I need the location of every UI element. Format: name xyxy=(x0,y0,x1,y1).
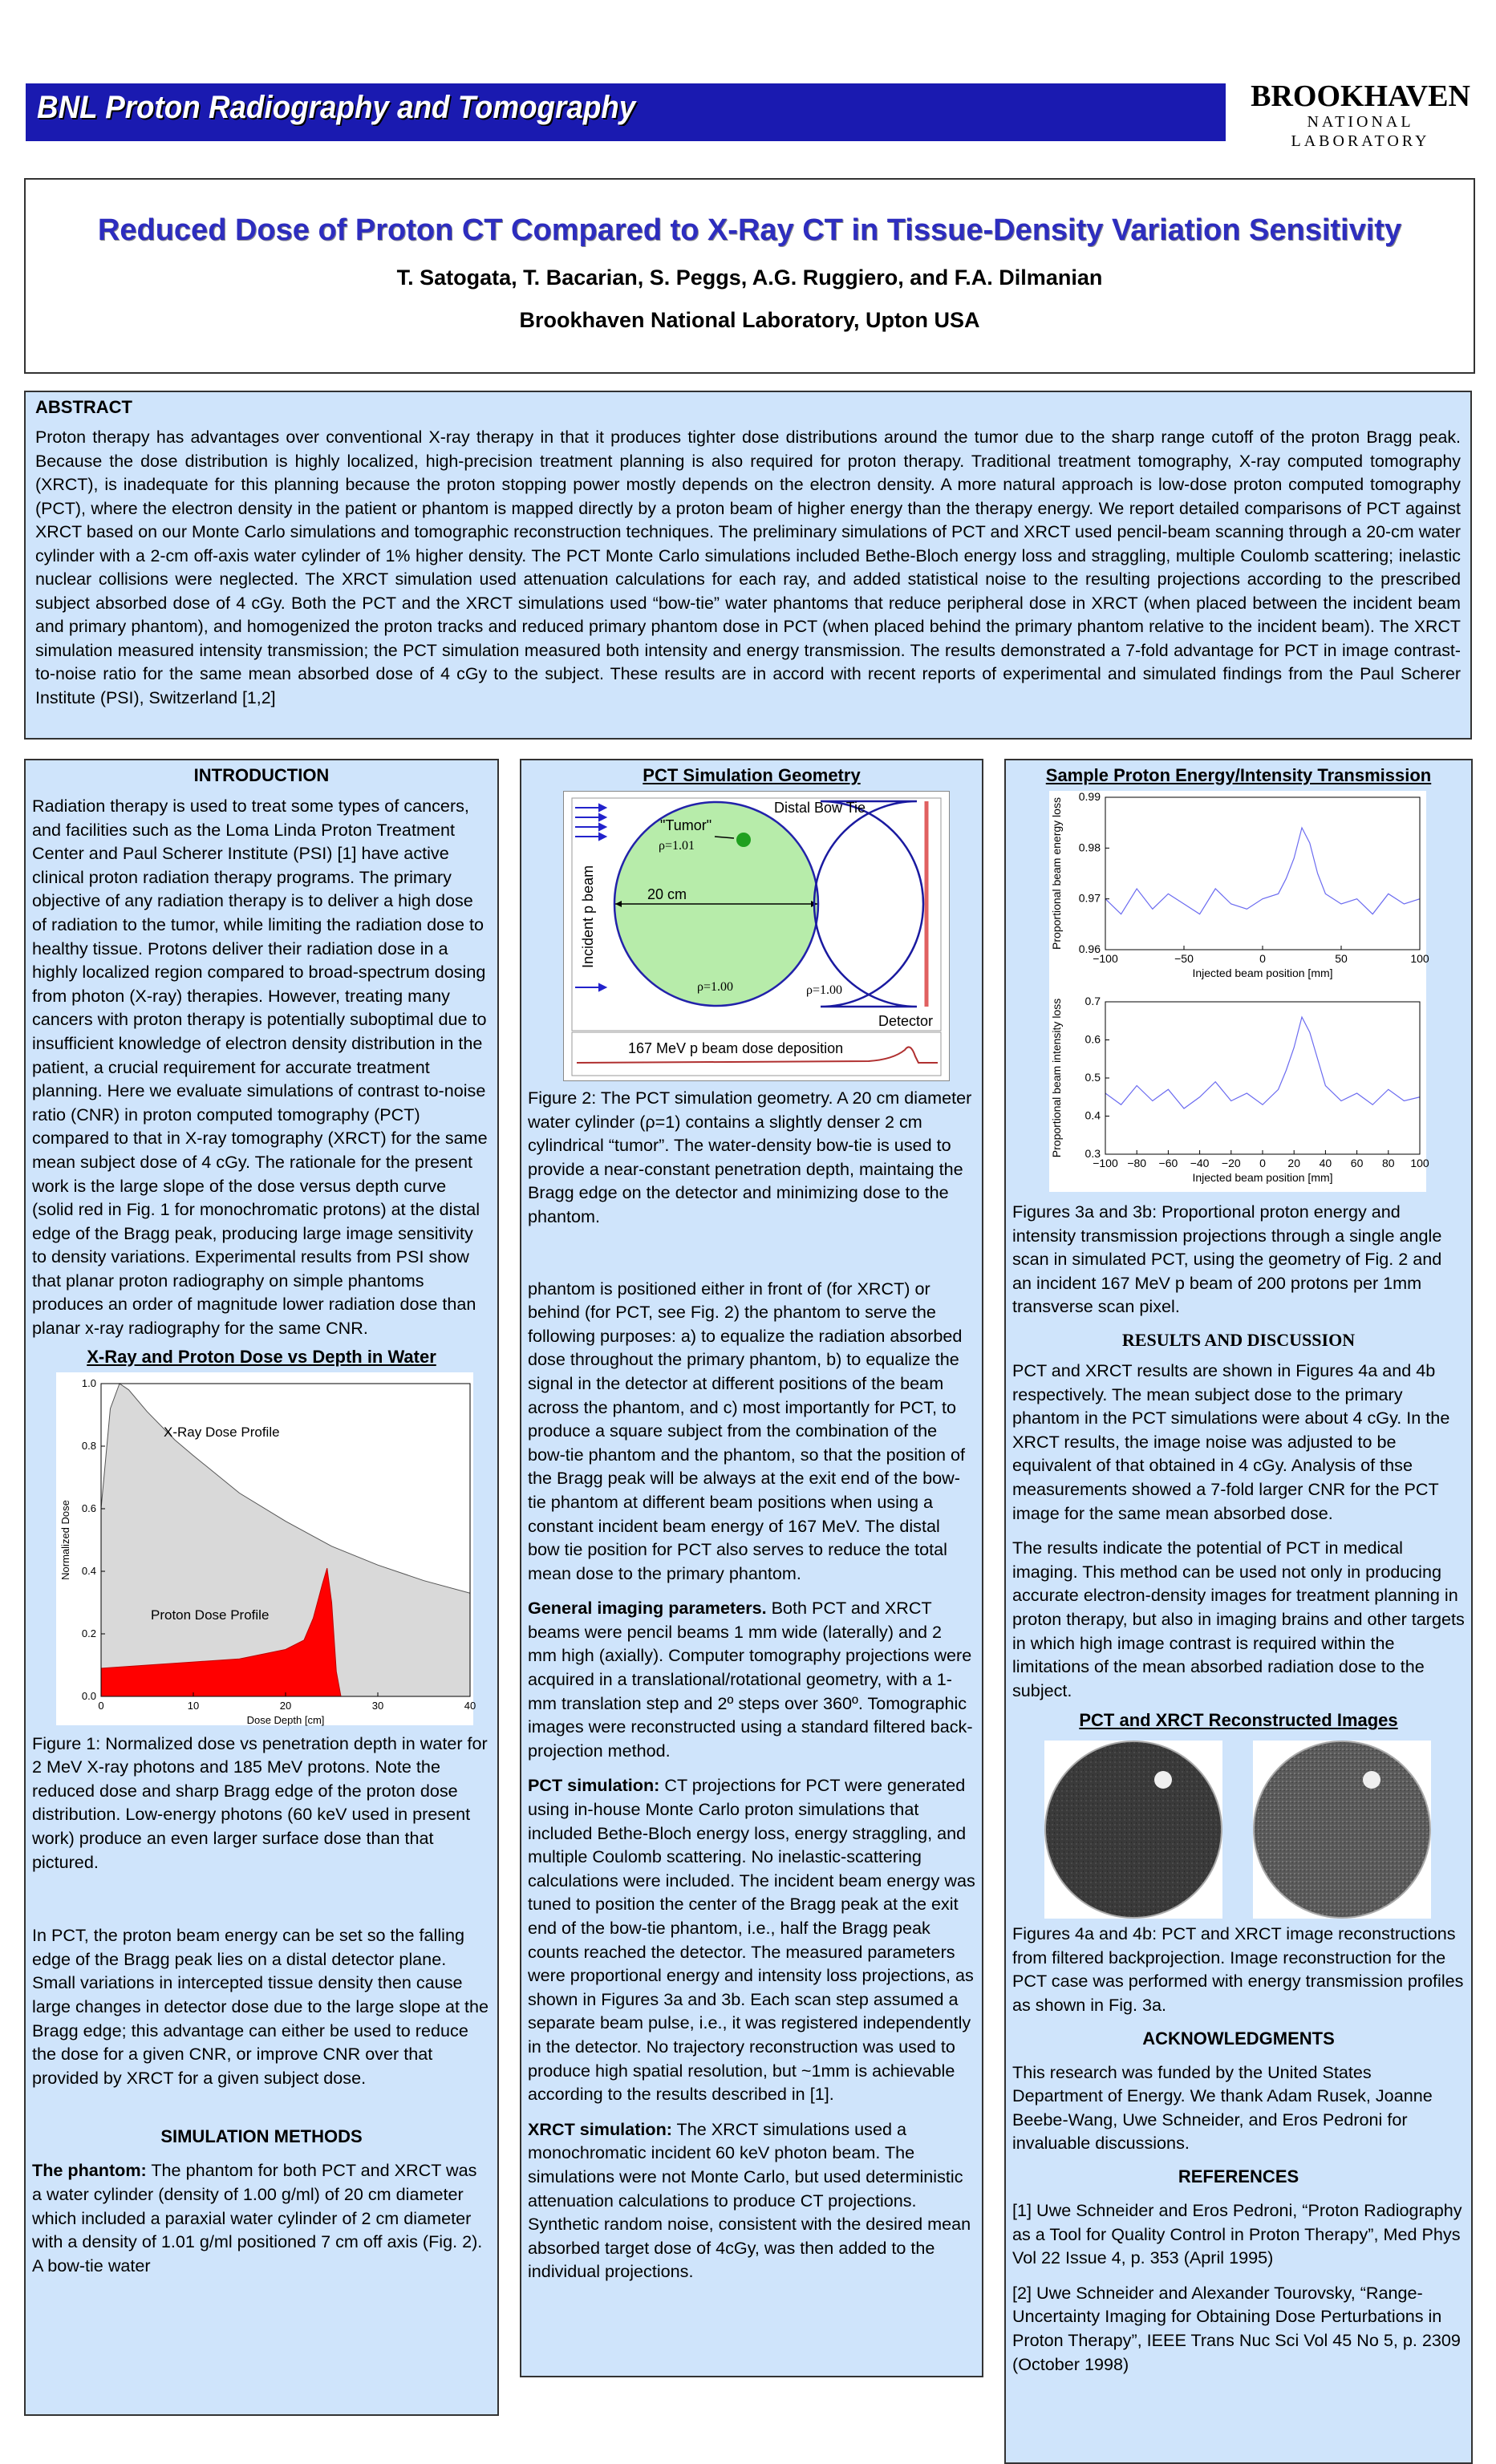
xrct-sim-lead: XRCT simulation: xyxy=(528,2118,672,2139)
x-tick-label: 100 xyxy=(1410,952,1429,965)
results-text-1: PCT and XRCT results are shown in Figures 4a and 4b respectively. The mean subject dose to the primary phantom in the PCT simulations were about 4 cGy. In the XRCT results, the image noise was adjusted to be equivalent of that obtained in 4 cGy. Analysis of thse measurements showed a 7-fold larger CNR for the PCT image for the same mean absorbed dose. xyxy=(1012,1360,1450,1523)
reconstructed-images xyxy=(1012,1736,1470,1920)
plot-frame xyxy=(1105,1002,1420,1154)
x-tick-label: −80 xyxy=(1127,1157,1147,1169)
x-tick-label: 100 xyxy=(1410,1157,1429,1169)
x-axis-label: Dose Depth [cm] xyxy=(246,1713,325,1726)
x-tick-label: 0 xyxy=(1259,952,1266,965)
y-tick-label: 0.98 xyxy=(1078,841,1101,854)
x-tick-label: 0 xyxy=(1259,1157,1266,1169)
y-tick-label: 0.97 xyxy=(1078,891,1101,905)
y-tick-label: 0.96 xyxy=(1078,942,1101,955)
bowtie-density: ρ=1.00 xyxy=(806,983,843,997)
y-tick-label: 0.4 xyxy=(1084,1108,1101,1122)
y-tick-label: 0.6 xyxy=(81,1502,96,1514)
recon-heading: PCT and XRCT Reconstructed Images xyxy=(1079,1710,1398,1731)
plot-frame xyxy=(1105,797,1420,950)
geometry-heading: PCT Simulation Geometry xyxy=(643,765,861,785)
y-tick-label: 0.2 xyxy=(81,1627,96,1639)
column-2 xyxy=(520,759,983,2377)
column-3 xyxy=(1004,759,1473,2464)
general-paragraph xyxy=(528,1596,975,1762)
intro-text: Radiation therapy is used to treat some types of cancers, and facilities such as the Loma Linda Proton Treatment Center and Paul Scherer Institute (PSI) [1] have active clinical proton radiation therapy programs. The primary objective of any radiation therapy is to deliver a high dose of radiation to the tumor, while limiting the radiation dose to healthy tissue. Protons deliver their radiation dose in a highly localized region compared to broad-spectrum dosing from photon (X-ray) therapies. However, treating many cancers with proton therapy is potentially suboptimal due to insufficient knowledge of electron density distribution in the patient, a crucial requirement for accurate treatment planning. Here we evaluate simulations of contrast to-noise ratio (CNR) in proton computed tomography (PCT) compared to that in X-ray tomography (XRCT) for the same mean subject dose of 4 cGy. The rationale for the present work is the large slope of the dose versus depth curve (solid red in Fig. 1 for monochromatic protons) at the distal edge of the Bragg peak, producing large image sensitivity to density variations. Experimental results from PSI show that planar proton radiography on simple phantoms produces an order of magnitude lower radiation dose than planar x-ray radiography for the same CNR. xyxy=(32,796,488,1339)
banner-title: BNL Proton Radiography and Tomography xyxy=(37,90,636,125)
methods-heading: SIMULATION METHODS xyxy=(160,2126,363,2147)
fig2-caption: Figure 2: The PCT simulation geometry. A 20 cm diameter water cylinder (ρ=1) contains a slightly denser 2 cm cylindrical “tumor”. The water-density bow-tie is used to provide a near-constant penetration depth, maintaing the Bragg edge on the detector and minimizing dose to the phantom. xyxy=(528,1088,972,1226)
fig3-caption: Figures 3a and 3b: Proportional proton energy and intensity transmission projections through a single angle scan in simulated PCT, using the geometry of Fig. 2 and an incident 167 MeV p beam of 200 protons per 1mm transverse scan pixel. xyxy=(1012,1202,1442,1317)
y-tick-label: 0.6 xyxy=(1084,1032,1101,1046)
x-tick-label: 40 xyxy=(464,1699,476,1712)
ack-text: This research was funded by the United States Department of Energy. We thank Adam Rusek, Joanne Beebe-Wang, Uwe Schneider, and Eros Pedroni for invaluable discussions. xyxy=(1012,2061,1433,2154)
reference-2: [2] Uwe Schneider and Alexander Tourovsky, “Range-Uncertainty Imaging for Obtaining Dose Perturbations in Proton Therapy”, IEEE Trans Nuc Sci Vol 45 No 5, p. 2309 (October 1998) xyxy=(1012,2282,1461,2374)
y-tick-label: 0.3 xyxy=(1084,1147,1101,1160)
y-tick-label: 0.4 xyxy=(81,1564,96,1577)
y-tick-label: 0.8 xyxy=(81,1439,96,1452)
abstract-heading: ABSTRACT xyxy=(35,397,132,417)
series-label: X-Ray Dose Profile xyxy=(164,1424,280,1440)
pct-geometry-diagram xyxy=(564,792,949,1080)
beam-label: Incident p beam xyxy=(580,865,596,968)
pct-sim-paragraph xyxy=(528,1773,975,2105)
x-axis-label: Injected beam position [mm] xyxy=(1192,1171,1333,1184)
x-tick-label: 20 xyxy=(279,1699,292,1712)
x-tick-label: 40 xyxy=(1319,1157,1332,1169)
x-tick-label: −50 xyxy=(1174,952,1194,965)
reference-1: [1] Uwe Schneider and Eros Pedroni, “Proton Radiography as a Tool for Quality Control in Proton Therapy”, Med Phys Vol 22 Issue 4, p. 353 (April 1995) xyxy=(1012,2200,1462,2268)
y-tick-label: 0.0 xyxy=(81,1689,96,1702)
x-tick-label: 60 xyxy=(1350,1157,1364,1169)
phantom-continued-text: phantom is positioned either in front of (for XRCT) or behind (for PCT, see Fig. 2) the phantom to serve the following purposes: a) to equalize the radiation absorbed dose throughout the primary phantom, b) to equalize the signal in the detector at different positions of the beam across the phantom, and c) most importantly for PCT, to produce a square subject from the combination of the bow-tie phantom and the phantom, so that the position of the Bragg peak will be always at the exit end of the bow-tie phantom at different beam positions when using a constant incident beam energy of 167 MeV. The distal bow tie position for PCT also serves to reduce the total mean dose to the primary phantom. xyxy=(528,1278,965,1583)
results-heading: RESULTS AND DISCUSSION xyxy=(1121,1329,1356,1350)
series-label: Proton Dose Profile xyxy=(151,1607,270,1623)
figure-4 xyxy=(1012,1736,1465,1920)
fig1-caption: Figure 1: Normalized dose vs penetration depth in water for 2 MeV X-ray photons and 185 MeV protons. Note the reduced dose and sharp Bragg edge of the proton dose distribution. Low-energy photons (60 keV used in present work) produce an even larger surface dose than that pictured. xyxy=(32,1732,488,1872)
x-tick-label: −100 xyxy=(1093,952,1118,965)
ref-heading: REFERENCES xyxy=(1178,2166,1299,2187)
detector-label: Detector xyxy=(878,1013,934,1029)
y-axis-label: Normalized Dose xyxy=(59,1499,71,1580)
figure-1 xyxy=(56,1372,476,1726)
x-tick-label: −20 xyxy=(1221,1157,1241,1169)
abstract-panel xyxy=(24,391,1472,740)
xrct-sim-paragraph xyxy=(528,2118,975,2284)
xrct-image xyxy=(1254,1741,1430,1918)
affiliation: Brookhaven National Laboratory, Upton USA xyxy=(519,308,980,332)
logo-line1: BROOKHAVEN xyxy=(1251,79,1470,113)
y-axis-label: Proportional beam energy loss xyxy=(1050,797,1063,950)
intro-heading: INTRODUCTION xyxy=(193,765,330,785)
dose-depth-chart xyxy=(56,1372,476,1726)
series-line xyxy=(1105,828,1420,914)
x-tick-label: 10 xyxy=(187,1699,200,1712)
fig4-caption: Figures 4a and 4b: PCT and XRCT image reconstructions from filtered backprojection. Image reconstruction for the PCT case was performed with energy transmission profiles as shown in Fig. 3a. xyxy=(1012,1923,1464,2016)
tumor-density: ρ=1.01 xyxy=(659,839,695,853)
energy-loss-chart xyxy=(1049,790,1429,991)
x-tick-label: −60 xyxy=(1158,1157,1178,1169)
figure-3 xyxy=(1049,790,1429,1192)
y-tick-label: 0.7 xyxy=(1084,995,1101,1007)
y-tick-label: 0.5 xyxy=(1084,1071,1101,1084)
tumor-label: "Tumor" xyxy=(660,817,712,833)
authors: T. Satogata, T. Bacarian, S. Peggs, A.G. Ruggiero, and F.A. Dilmanian xyxy=(396,265,1103,290)
deposition-label: 167 MeV p beam dose deposition xyxy=(628,1040,844,1056)
x-axis-label: Injected beam position [mm] xyxy=(1192,967,1333,979)
pct-sim-text: CT projections for PCT were generated using in-house Monte Carlo proton simulations that included Bethe-Bloch energy loss, energy straggling, and multiple Coulomb scattering. No inelastic-scattering calculations were included. The incident beam energy was tuned to position the center of the Bragg peak at the exit end of the bow-tie phantom, i.e., half the Bragg peak counts reached the detector. The measured parameters were proportional energy and intensity loss projections, as shown in Figures 3a and 3b. Each scan step assumed a separate beam pulse, i.e., it was registered independently in the detector. No trajectory reconstruction was used to produce high spatial resolution, but ~1mm is achievable according to the results described in [1]. xyxy=(528,1775,975,2105)
fig1-heading: X-Ray and Proton Dose vs Depth in Water xyxy=(87,1346,436,1367)
ack-heading: ACKNOWLEDGMENTS xyxy=(1142,2028,1335,2049)
phantom-paragraph xyxy=(32,2158,491,2277)
x-tick-label: 0 xyxy=(98,1699,104,1712)
column-1 xyxy=(24,759,499,2416)
y-tick-label: 0.99 xyxy=(1078,790,1101,803)
logo-line2: NATIONAL LABORATORY xyxy=(1291,113,1430,150)
general-text: Both PCT and XRCT beams were pencil beams 1 mm wide (laterally) and 2 mm high (axially). Computer tomography projections were acquired in a translational/rotational geometry, with a 1-mm translation step and 2º steps over 360º. Tomographic images were reconstructed using a standard filtered back-projection method. xyxy=(528,1598,973,1761)
x-tick-label: −40 xyxy=(1190,1157,1210,1169)
intensity-loss-chart xyxy=(1049,995,1429,1196)
x-tick-label: 80 xyxy=(1382,1157,1395,1169)
pct-image xyxy=(1045,1741,1222,1918)
distal-label: Distal Bow Tie xyxy=(774,800,866,816)
sample-heading: Sample Proton Energy/Intensity Transmission xyxy=(1045,765,1432,785)
phantom-text: The phantom for both PCT and XRCT was a water cylinder (density of 1.00 g/ml) of 20 cm diameter which included a paraxial water cylinder of 2 cm diameter with a density of 1.01 g/ml positioned 7 cm off axis (Fig. 2). A bow-tie water xyxy=(32,2160,483,2276)
bnl-logo xyxy=(1248,79,1473,150)
x-tick-label: 20 xyxy=(1287,1157,1300,1169)
general-lead: General imaging parameters. xyxy=(528,1598,767,1619)
series-line xyxy=(1105,1017,1420,1108)
cylinder-density: ρ=1.00 xyxy=(697,980,734,994)
phantom-lead: The phantom: xyxy=(32,2160,147,2181)
abstract-text: Proton therapy has advantages over conventional X-ray therapy in that it produces tighter dose distributions around the tumor due to the sharp range cutoff of the proton Bragg peak. Because the dose distribution is highly localized, high-precision treatment planning is also required for proton therapy. Traditional treatment tomography, X-ray computed tomography (XRCT), is inadequate for this planning because the proton stopping power mostly depends on the electron density. A more natural approach is low-dose proton computed tomography (PCT), where the electron density in the patient or phantom is mapped directly by a proton beam of higher energy than the therapy energy. We report detailed comparisons of PCT against XRCT based on our Monte Carlo simulations and tomographic reconstruction techniques. The preliminary simulations of PCT and XRCT used pencil-beam scanning through a 20-cm water cylinder with a 2-cm off-axis water cylinder of 1% higher density. The PCT Monte Carlo simulations included Bethe-Bloch energy loss and straggling, multiple Coulomb scattering; inelastic nuclear collisions were neglected. The XRCT simulation used attenuation calculations for each ray, and added statistical noise to the resulting projections according to the prescribed subject absorbed dose of 4 cGy. Both the PCT and the XRCT simulations used “bow-tie” water phantoms that reduce peripheral dose in XRCT (when placed between the incident beam and primary phantom), and homogenized the proton tracks and reduced primary phantom dose in PCT (when placed behind the primary phantom relative to the incident beam). The XRCT simulation measured intensity transmission; the PCT simulation measured both intensity and energy transmission. The results demonstrated a 7-fold advantage for PCT in image contrast-to-noise ratio for the same mean absorbed dose of 4 cGy to the subject. These results are in accord with recent reports of experimental and simulated findings from the Paul Scherer Institute (PSI), Switzerland [1,2] xyxy=(35,428,1461,707)
width-label: 20 cm xyxy=(647,886,687,902)
x-tick-label: 30 xyxy=(371,1699,384,1712)
results-text-2: The results indicate the potential of PCT in medical imaging. This method can be used not only in producing accurate electron-density images for treatment planning in proton therapy, but also in imaging brains and other targets in which high image contrast is required within the limitations of the mean absorbed radiation dose to the subject. xyxy=(1012,1538,1465,1700)
x-tick-label: −100 xyxy=(1093,1157,1118,1169)
pct-text: In PCT, the proton beam energy can be set so the falling edge of the Bragg peak lies on a distal detector plane. Small variations in intercepted tissue density then cause large changes in detector dose due to the large slope at the Bragg edge; this advantage can either be used to reduce the dose for a given CNR, or improve CNR over that provided by XRCT for a given subject dose. xyxy=(32,1925,489,2088)
paper-title: Reduced Dose of Proton CT Compared to X-Ray CT in Tissue-Density Variation Sensitivity xyxy=(97,213,1402,247)
pct-sim-lead: PCT simulation: xyxy=(528,1775,660,1796)
header-banner xyxy=(26,83,1226,141)
xrct-sim-text: The XRCT simulations used a monochromatic incident 60 keV photon beam. The simulations were not Monte Carlo, but used deterministic attenuation calculations to produce CT projections. Synthetic random noise, consistent with the desired mean absorbed target dose of 4cGy, was then added to the individual projections. xyxy=(528,2118,971,2282)
x-tick-label: 50 xyxy=(1335,952,1348,965)
figure-2 xyxy=(563,791,950,1081)
title-block xyxy=(24,178,1475,374)
y-axis-label: Proportional beam intensity loss xyxy=(1050,998,1063,1158)
y-tick-label: 1.0 xyxy=(81,1376,96,1389)
